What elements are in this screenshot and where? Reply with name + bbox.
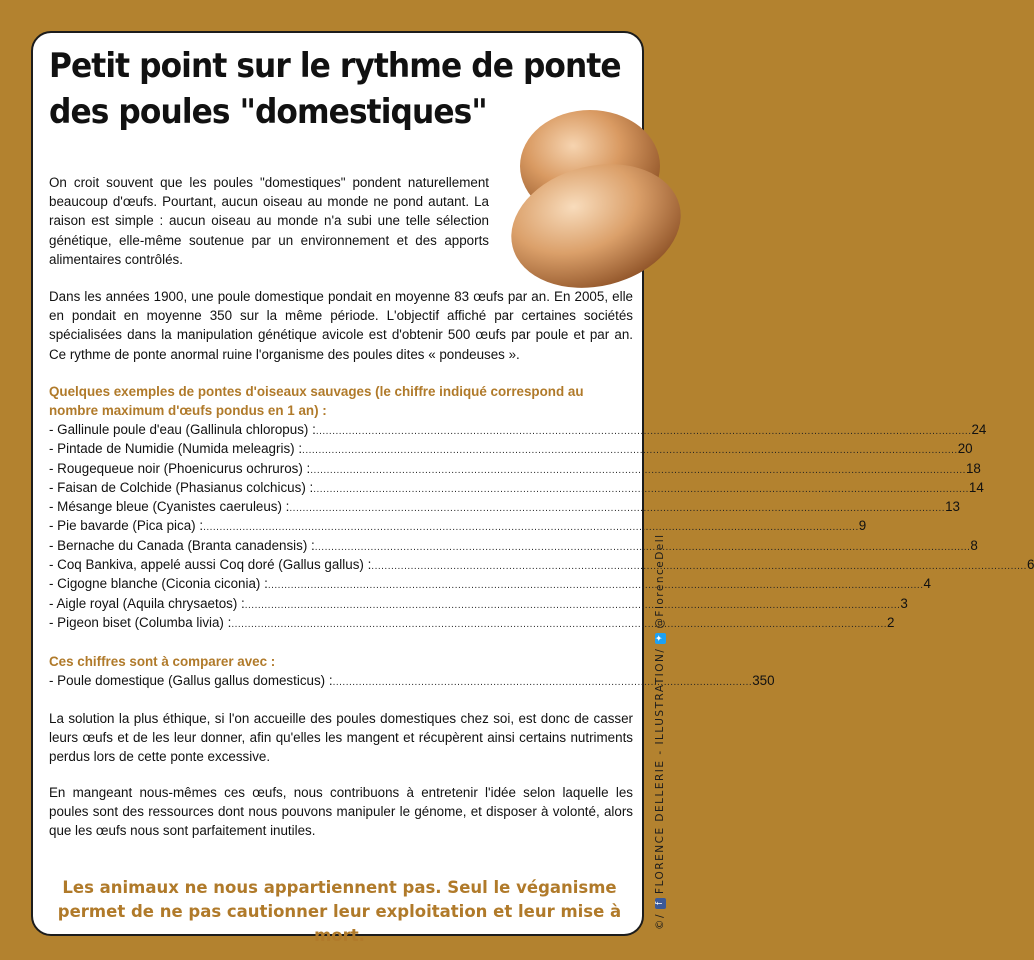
dot-leader: ........................................................................................................................................................................................................ — [231, 618, 888, 630]
egg-count: 8 — [970, 537, 978, 553]
list-item — [49, 497, 960, 516]
egg-count: 350 — [752, 673, 775, 688]
facebook-icon[interactable]: f — [655, 898, 666, 909]
egg-count: 24 — [971, 422, 987, 437]
credit-handle: @FlorenceDell — [654, 533, 666, 629]
list-item — [49, 516, 867, 535]
bird-name: - Aigle royal (Aquila chrysaetos) : — [49, 595, 245, 611]
dot-leader: ........................................................................................................................................................................................................ — [302, 445, 958, 457]
egg-count: 18 — [965, 460, 981, 476]
dot-leader: ........................................................................................................................................................................................................ — [244, 599, 901, 611]
solution-paragraph: La solution la plus éthique, si l'on accueille des poules domestiques chez soi, est donc de casser leurs œufs et de les leur donner, afin qu'elles les mangent et récupèrent ainsi certains nutriments perdus lors de cette ponte excessive. — [49, 711, 633, 765]
conclusion-paragraph: En mangeant nous-mêmes ces œufs, nous contribuons à entretenir l'idée selon laquelle les poules sont des ressources dont nous pouvons manipuler le génome, et disposer à volonté, alors que les œufs nous sont parfaitement inutiles. — [49, 785, 633, 839]
dot-leader: ........................................................................................................................................................................................................ — [371, 561, 1027, 573]
bird-name: - Bernache du Canada (Branta canadensis) : — [49, 537, 315, 553]
title-line-1: Petit point sur le rythme de ponte — [49, 46, 621, 86]
dot-leader: ........................................................................................................................................................................................................ — [315, 426, 972, 437]
egg-count: 14 — [968, 479, 984, 495]
dot-leader: ........................................................................................................................................................................................................ — [313, 483, 969, 495]
dot-leader: ........................................................................................................................................................................................................ — [314, 541, 971, 553]
list-item — [49, 439, 973, 458]
call-to-action — [33, 876, 646, 948]
title-line-2: des poules "domestiques" — [49, 92, 487, 132]
cta-line-2: permet de ne pas cautionner leur exploitation et leur mise à mort. — [57, 902, 622, 945]
list-item — [49, 555, 1034, 574]
egg-count: 13 — [945, 499, 960, 515]
list-item-domestic-hen — [49, 671, 775, 690]
egg-count: 6 — [1026, 557, 1034, 573]
author-credit — [650, 510, 670, 930]
egg-illustration — [478, 88, 658, 288]
egg-count: 2 — [887, 614, 895, 630]
cta-line-1: Les animaux ne nous appartiennent pas. Seul le véganisme — [62, 878, 617, 897]
intro-paragraph: On croit souvent que les poules "domestiques" pondent naturellement beaucoup d'œufs. Pourtant, aucun oiseau au monde ne pond autant. La raison est simple : aucun oiseau au monde n'a subi une telle sélection génétique, elle-même soutenue par un environnement et des apports alimentaires contrôlés. — [49, 175, 489, 267]
bird-name: - Mésange bleue (Cyanistes caeruleus) : — [49, 499, 290, 515]
list-item — [49, 574, 931, 593]
credit-prefix: ©/ — [654, 912, 666, 930]
list-item — [49, 478, 984, 497]
list-item — [49, 420, 987, 439]
bird-name: - Pigeon biset (Columba livia) : — [49, 614, 232, 630]
bird-name: - Faisan de Colchide (Phasianus colchicus) : — [49, 479, 314, 495]
list-item — [49, 536, 978, 555]
domestic-list — [49, 671, 775, 690]
bird-name: - Poule domestique (Gallus gallus domesticus) : — [49, 673, 333, 688]
egg-count: 4 — [923, 576, 931, 592]
bird-name: - Gallinule poule d'eau (Gallinula chloropus) : — [49, 422, 316, 437]
bird-name: - Coq Bankiva, appelé aussi Coq doré (Gallus gallus) : — [49, 557, 372, 573]
examples-heading: Quelques exemples de pontes d'oiseaux sauvages (le chiffre indiqué correspond au nombre maximum d'œufs pondus en 1 an) : — [49, 384, 584, 419]
bird-name: - Cigogne blanche (Ciconia ciconia) : — [49, 576, 268, 592]
twitter-icon[interactable]: ✦ — [654, 634, 665, 642]
egg-count: 20 — [957, 441, 973, 457]
compare-heading: Ces chiffres sont à comparer avec : — [49, 654, 276, 669]
egg-count: 3 — [900, 595, 908, 611]
dot-leader: ........................................................................................................................................................................................................ — [289, 503, 946, 515]
bird-name: - Pie bavarde (Pica pica) : — [49, 518, 204, 534]
history-paragraph: Dans les années 1900, une poule domestique pondait en moyenne 83 œufs par an. En 2005, elle en pondait en moyenne 350 sur la même période. L'objectif affiché par certaines sociétés spécialisées dans la manipulation génétique avicole est d'obtenir 500 œufs par poule et par an. Ce rythme de ponte anormal ruine l'organisme des poules dites « pondeuses ». — [49, 289, 633, 362]
dot-leader: ........................................................................................................................................................................................................ — [267, 580, 924, 592]
list-item — [49, 459, 981, 478]
dot-leader: ........................................................................................................................................................................................................ — [203, 522, 859, 534]
list-item — [49, 613, 895, 632]
bird-name: - Rougequeue noir (Phoenicurus ochruros) : — [49, 460, 311, 476]
bird-name: - Pintade de Numidie (Numida meleagris) : — [49, 441, 303, 457]
credit-author: FLORENCE DELLERIE - ILLUSTRATION/ — [654, 647, 666, 894]
egg-count: 9 — [858, 518, 867, 534]
list-item — [49, 594, 908, 613]
dot-leader: ................................................................................................................................ — [332, 677, 753, 688]
dot-leader: ........................................................................................................................................................................................................ — [310, 464, 966, 476]
